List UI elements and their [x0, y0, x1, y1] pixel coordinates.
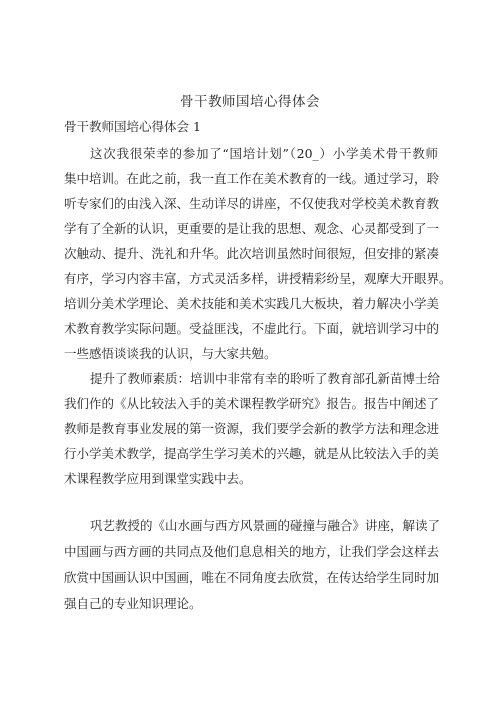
- paragraph-line: 听专家们的由浅入深、生动详尽的讲座，不仅使我对学校美术教育教: [64, 196, 440, 211]
- paragraph-line: 强自己的专业知识理论。: [64, 596, 202, 611]
- paragraph-line: 提升了教师素质：培训中非常有幸的聆听了教育部孔新苗博士给: [90, 371, 441, 386]
- paragraph-line: 术课程教学应用到课堂实践中去。: [64, 471, 252, 486]
- paragraph-line: 我们作的《从比较法入手的美术课程教学研究》报告。报告中阐述了: [64, 396, 440, 411]
- document-title: 骨干教师国培心得体会: [180, 94, 320, 110]
- paragraph-line: 学有了全新的认识，更重要的是让我的思想、观念、心灵都受到了一: [64, 221, 440, 236]
- paragraph-line: 术教育教学实际问题。受益匪浅，不虚此行。下面，就培训学习中的: [64, 321, 440, 336]
- paragraph-line: 巩艺教授的《山水画与西方风景画的碰撞与融合》讲座，解读了: [90, 518, 441, 533]
- paragraph-line: 欣赏中国画认识中国画，唯在不同角度去欣赏，在传达给学生同时加: [64, 570, 440, 585]
- paragraph-line: 行小学美术教学，提高学生学习美术的兴趣，就是从比较法入手的美: [64, 446, 440, 461]
- paragraph-line: 教师是教育事业发展的第一资源，我们要学会新的教学方法和理念进: [64, 421, 440, 436]
- paragraph-line: 有序，学习内容丰富，方式灵活多样，讲授精彩纷呈，观摩大开眼界。: [64, 271, 452, 286]
- paragraph-line: 集中培训。在此之前，我一直工作在美术教育的一线。通过学习，聆: [64, 171, 440, 186]
- section-heading: 骨干教师国培心得体会 1: [64, 119, 201, 134]
- paragraph-line: 培训分美术学理论、美术技能和美术实践几大板块，着力解决小学美: [64, 296, 440, 311]
- paragraph-line: 一些感悟谈谈我的认识，与大家共勉。: [64, 346, 277, 361]
- paragraph-line: 中国画与西方画的共同点及他们息息相关的地方，让我们学会这样去: [64, 544, 440, 559]
- paragraph-line: 次触动、提升、洗礼和升华。此次培训虽然时间很短，但安排的紧凑: [64, 246, 440, 261]
- paragraph-line: 这次我很荣幸的参加了“国培计划”（20_）小学美术骨干教师: [90, 146, 438, 161]
